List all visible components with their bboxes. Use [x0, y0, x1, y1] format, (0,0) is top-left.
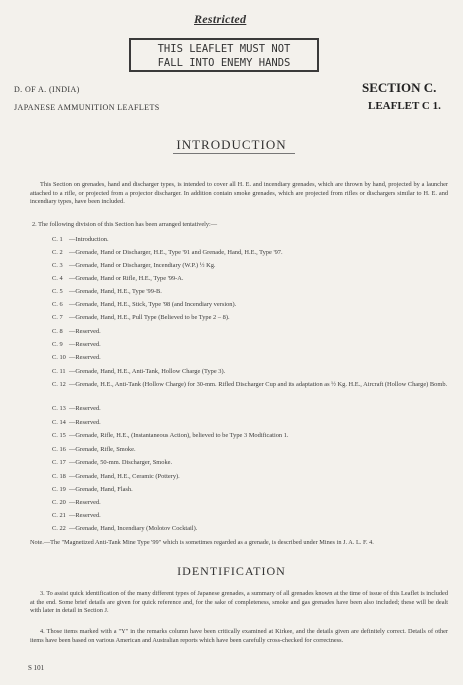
- list-text: —Grenade, Rifle, H.E., (Instantaneous Action), believed to be Type 3 Modification 1.: [69, 432, 289, 439]
- note-paragraph: Note.—The "Magnetized Anti-Tank Mine Type '99" which is sometimes regarded as a grenade, is described under Mines in J. A. L. F. 4.: [30, 539, 374, 546]
- warning-line-2: FALL INTO ENEMY HANDS: [157, 57, 291, 69]
- list-text: —Reserved.: [69, 512, 101, 519]
- list-code: C. 20: [52, 499, 66, 506]
- introduction-heading: INTRODUCTION: [176, 137, 287, 152]
- list-text: —Reserved.: [69, 499, 101, 506]
- warning-stamp: [129, 38, 319, 72]
- restricted-marking: Restricted: [194, 12, 247, 26]
- section-label: SECTION C.: [362, 80, 437, 95]
- list-text: —Reserved.: [69, 405, 101, 412]
- list-code: C. 7: [52, 314, 63, 321]
- warning-line-1: THIS LEAFLET MUST NOT: [157, 43, 291, 55]
- footer-code: S 101: [28, 664, 45, 672]
- list-text: —Grenade, Hand or Rifle, H.E., Type '99-A.: [69, 275, 184, 282]
- list-code: C. 21: [52, 512, 66, 519]
- intro-paragraph-2: 2. The following division of this Section has been arranged tentatively:—: [32, 221, 218, 228]
- list-code: C. 6: [52, 301, 63, 308]
- list-text: —Reserved.: [69, 341, 101, 348]
- list-code: C. 22: [52, 525, 66, 532]
- identification-paragraph-4: 4. Those items marked with a "Y" in the remarks column have been critically examined at Kirkee, and the details given are definitely correct. Details of other items have been based on various American and Australian reports which have been carefully cross-checked for correctness.: [30, 628, 448, 644]
- list-text: —Grenade, Hand or Discharger, Incendiary (W.P.) ½ Kg.: [69, 262, 216, 269]
- list-code: C. 11: [52, 368, 66, 375]
- list-text: —Reserved.: [69, 354, 101, 361]
- intro-paragraph-1: This Section on grenades, hand and discharger types, is intended to cover all H. E. and incendiary grenades, which are thrown by hand, projected by a launcher attached to a rifle, or projected from a projector discharger. In addition contain smoke grenades, which are projected from rifles or dischargers similar to H. E. and incendiary types, have been included.: [30, 181, 448, 205]
- identification-heading: IDENTIFICATION: [177, 564, 286, 578]
- list-code: C. 13: [52, 405, 66, 412]
- list-code: C. 9: [52, 341, 63, 348]
- list-code: C. 5: [52, 288, 63, 295]
- list-code: C. 12: [52, 381, 66, 388]
- list-text: —Grenade, Hand, Flash.: [69, 486, 133, 493]
- list-text: —Grenade, 50-mm. Discharger, Smoke.: [69, 459, 173, 466]
- list-code: C. 15: [52, 432, 66, 439]
- list-code: C. 16: [52, 446, 66, 453]
- list-text: —Introduction.: [69, 236, 109, 243]
- list-text: —Grenade, Hand, Incendiary (Molotov Cocktail).: [69, 525, 198, 532]
- list-code: C. 10: [52, 354, 66, 361]
- list-code: C. 4: [52, 275, 63, 282]
- leaflet-label: LEAFLET C 1.: [368, 100, 441, 112]
- list-code: C. 2: [52, 249, 63, 256]
- list-code: C. 19: [52, 486, 66, 493]
- list-text: —Grenade, Rifle, Smoke.: [69, 446, 136, 453]
- list-text: —Grenade, Hand, H.E., Anti-Tank, Hollow Charge (Type 3).: [69, 368, 226, 375]
- list-text: —Grenade, Hand, H.E., Type '99-B.: [69, 288, 162, 295]
- heading-underline: [173, 153, 295, 154]
- list-text: —Reserved.: [69, 328, 101, 335]
- list-text: —Grenade, H.E., Anti-Tank (Hollow Charge) for 30-mm. Rifled Discharger Cup and its adaptation as ½ Kg. H.E., Aircraft (Hollow Charge) Bomb.: [69, 381, 448, 388]
- subject-label: JAPANESE AMMUNITION LEAFLETS: [14, 103, 160, 112]
- list-code: C. 8: [52, 328, 63, 335]
- list-text: —Reserved.: [69, 419, 101, 426]
- list-text: —Grenade, Hand, H.E., Pull Type (Believed to be Type 2 – 8).: [69, 314, 230, 321]
- list-text: —Grenade, Hand, H.E., Ceramic (Pottery).: [69, 473, 180, 480]
- list-text: —Grenade, Hand or Discharger, H.E., Type '91 and Grenade, Hand, H.E., Type '97.: [69, 249, 283, 256]
- list-text: —Grenade, Hand, H.E., Stick, Type '98 (and Incendiary version).: [69, 301, 237, 308]
- list-code: C. 18: [52, 473, 66, 480]
- org-label: D. OF A. (INDIA): [14, 85, 80, 94]
- list-code: C. 1: [52, 236, 63, 243]
- identification-paragraph-3: 3. To assist quick identification of the many different types of Japanese grenades, a summary of all grenades known at the time of issue of this Leaflet is included at the end. Some brief details are given for quick reference and, for the sake of completeness, smoke and gas grenades have been also included; these will be dealt with later in detail in Section J.: [30, 590, 448, 614]
- list-code: C. 14: [52, 419, 66, 426]
- list-code: C. 17: [52, 459, 66, 466]
- list-code: C. 3: [52, 262, 63, 269]
